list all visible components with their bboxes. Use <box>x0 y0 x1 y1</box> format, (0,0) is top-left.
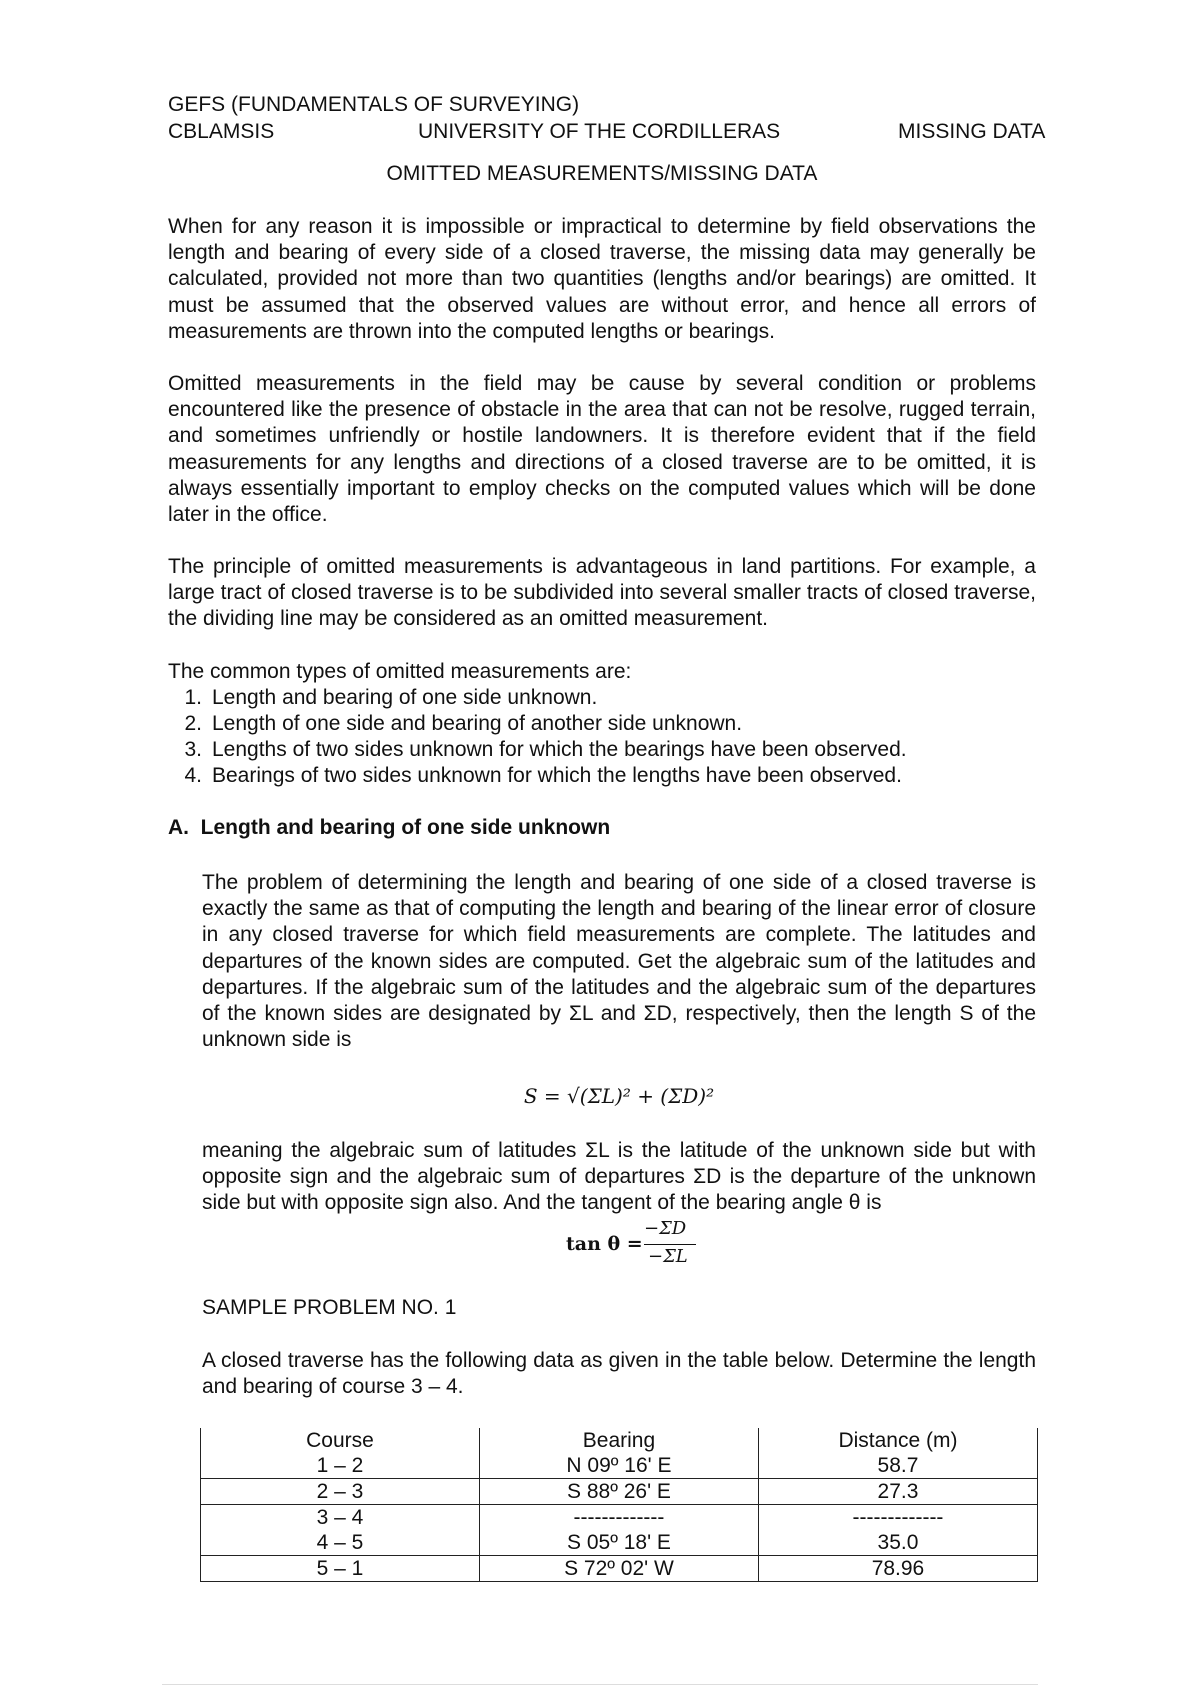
course-cell: 1 – 2 <box>201 1453 480 1479</box>
intro-paragraph-1: When for any reason it is impossible or impractical to determine by field observations the length and bearing of every side of a closed traverse, the missing data may generally be calculated, provided not more than two quantities (lengths and/or bearings) are omitted. It must be assumed that the observed values are without error, and hence all errors of measurements are thrown into the computed lengths or bearings. <box>168 215 1036 343</box>
course-cell: 2 – 3 <box>201 1479 480 1505</box>
course-cell: 3 – 4 <box>201 1505 480 1531</box>
fraction-bar <box>644 1244 696 1245</box>
section-a-paragraph-1: The problem of determining the length and bearing of one side of a closed traverse is exactly the same as that of computing the length and bearing of the linear error of closure in any closed traverse for which field measurements are complete. The latitudes and departures of the known sides are computed. Get the algebraic sum of the latitudes and departures. If the algebraic sum of the latitudes and the algebraic sum of the departures of the known sides are designated by ΣL and ΣD, respectively, then the length S of the unknown side is <box>202 871 1036 1052</box>
bearing-cell: N 09º 16' E <box>479 1453 758 1479</box>
table-row <box>201 1479 1038 1505</box>
distance-cell: 35.0 <box>758 1530 1037 1556</box>
bearing-cell: S 72º 02' W <box>479 1556 758 1582</box>
sample-problem-text: A closed traverse has the following data as given in the table below. Determine the length and bearing of course 3 – 4. <box>202 1349 1036 1399</box>
intro-paragraph-2: Omitted measurements in the field may be cause by several condition or problems encountered like the presence of obstacle in the area that can not be resolve, rugged terrain, and sometimes unfriendly or hostile landowners. It is therefore evident that if the field measurements for any lengths and directions of a closed traverse are to be omitted, it is always essentially important to employ checks on the computed values which will be done later in the office. <box>168 372 1036 527</box>
header-bearing: Bearing <box>479 1428 758 1453</box>
tangent-formula <box>566 1218 706 1272</box>
length-formula: S = √(ΣL)² + (ΣD)² <box>523 1084 715 1108</box>
distance-cell: 58.7 <box>758 1453 1037 1479</box>
course-cell: 4 – 5 <box>201 1530 480 1556</box>
section-a-heading: A. Length and bearing of one side unknown <box>168 816 611 839</box>
table-row <box>201 1505 1038 1531</box>
document-title: OMITTED MEASUREMENTS/MISSING DATA <box>386 162 818 185</box>
list-item: 1. Length and bearing of one side unknown. <box>184 686 598 709</box>
tangent-denominator: −ΣL <box>648 1246 688 1267</box>
list-item: 4. Bearings of two sides unknown for which the lengths have been observed. <box>184 764 902 787</box>
author-name: CBLAMSIS <box>168 120 275 143</box>
table-row <box>201 1453 1038 1479</box>
types-intro: The common types of omitted measurements are: <box>168 660 632 683</box>
tangent-numerator: −ΣD <box>644 1218 687 1239</box>
traverse-data-table <box>200 1428 1038 1582</box>
section-a-paragraph-2: meaning the algebraic sum of latitudes ΣL is the latitude of the unknown side but with opposite sign and the algebraic sum of departures ΣD is the departure of the unknown side but with opposite sign also. And the tangent of the bearing angle θ is <box>202 1139 1036 1215</box>
course-title: GEFS (FUNDAMENTALS OF SURVEYING) <box>168 93 580 116</box>
course-cell: 5 – 1 <box>201 1556 480 1582</box>
tangent-lhs: tan θ = <box>566 1233 643 1255</box>
intro-paragraph-3: The principle of omitted measurements is advantageous in land partitions. For example, a large tract of closed traverse is to be subdivided into several smaller tracts of closed traverse, the dividing line may be considered as an omitted measurement. <box>168 555 1036 631</box>
page-footer-divider <box>162 1684 1038 1685</box>
header-course: Course <box>201 1428 480 1453</box>
distance-cell: ------------- <box>758 1505 1037 1531</box>
list-item: 2. Length of one side and bearing of another side unknown. <box>184 712 743 735</box>
topic-label: MISSING DATA <box>898 120 1046 143</box>
sample-problem-title: SAMPLE PROBLEM NO. 1 <box>202 1296 457 1319</box>
table-row <box>201 1556 1038 1582</box>
header-distance: Distance (m) <box>758 1428 1037 1453</box>
bearing-cell: ------------- <box>479 1505 758 1531</box>
bearing-cell: S 05º 18' E <box>479 1530 758 1556</box>
table-header-row <box>201 1428 1038 1453</box>
table-row <box>201 1530 1038 1556</box>
list-item: 3. Lengths of two sides unknown for which the bearings have been observed. <box>184 738 907 761</box>
distance-cell: 78.96 <box>758 1556 1037 1582</box>
university-name: UNIVERSITY OF THE CORDILLERAS <box>418 120 781 143</box>
bearing-cell: S 88º 26' E <box>479 1479 758 1505</box>
distance-cell: 27.3 <box>758 1479 1037 1505</box>
